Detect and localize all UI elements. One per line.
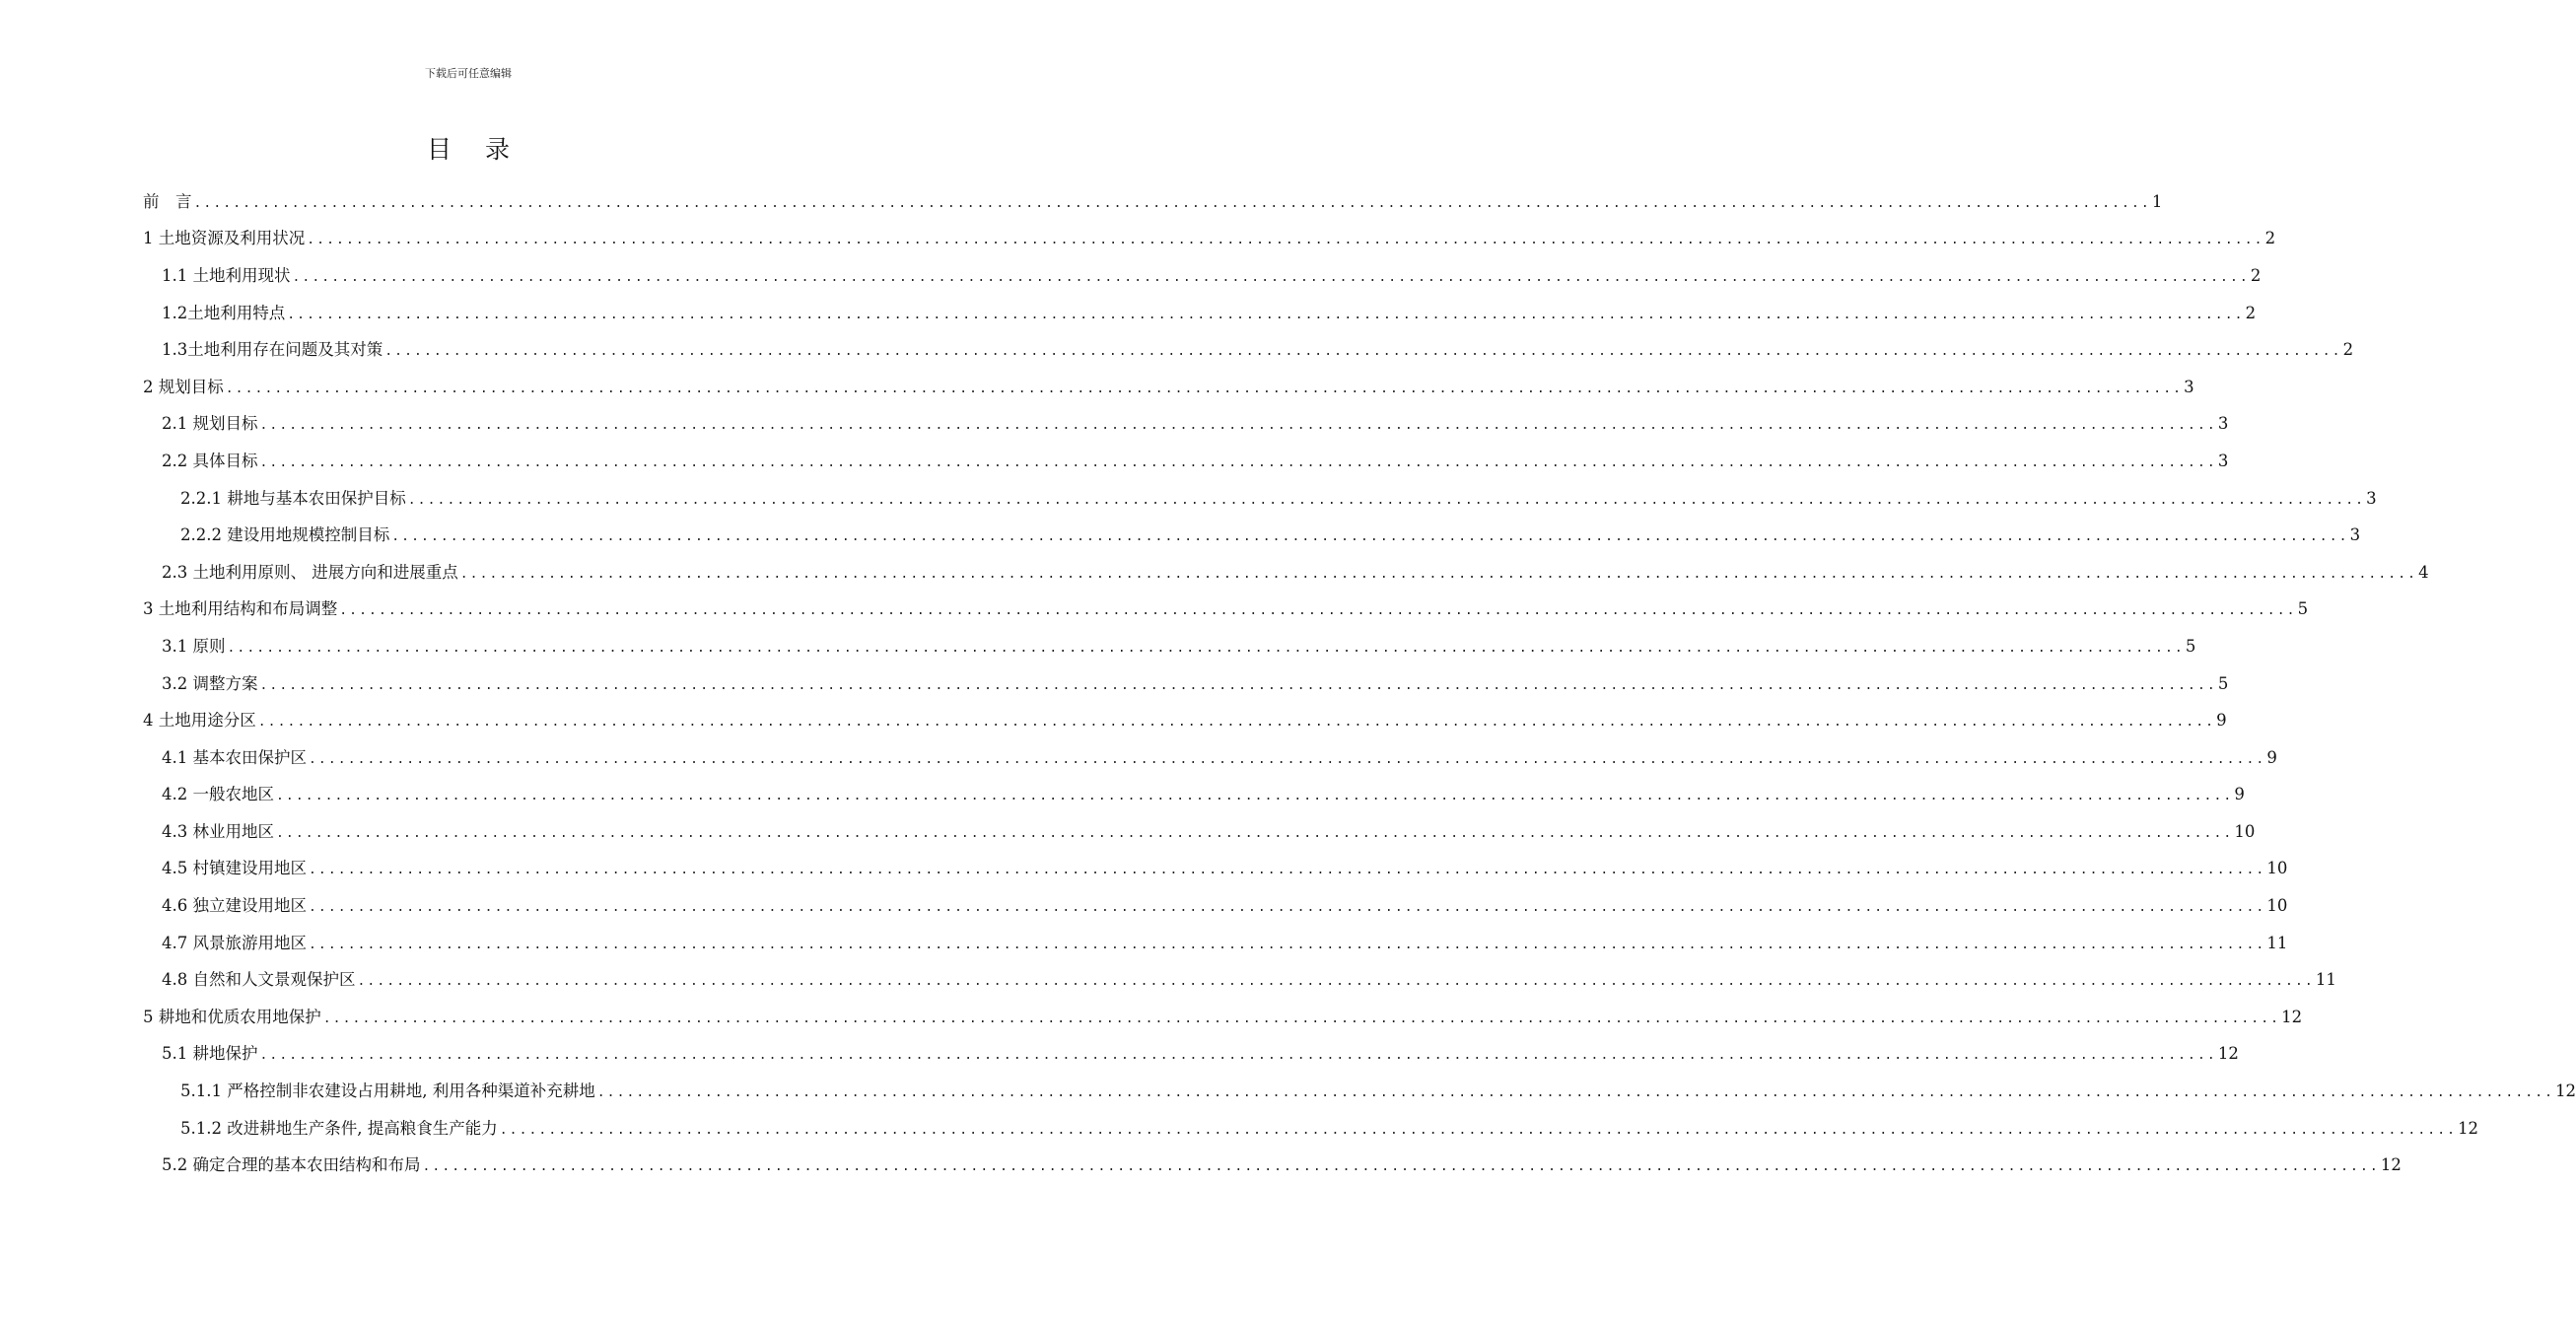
toc-entry[interactable] bbox=[143, 999, 2303, 1036]
toc-entry[interactable] bbox=[143, 628, 2196, 665]
toc-entry-label: 2.1 规划目标 bbox=[162, 414, 258, 434]
toc-page-number: 3 bbox=[2217, 414, 2229, 434]
toc-entry[interactable] bbox=[143, 295, 2257, 332]
toc-entry-label: 5.2 确定合理的基本农田结构和布局 bbox=[162, 1155, 421, 1175]
page-title: 目录 bbox=[426, 135, 543, 164]
toc-entry-label: 5.1.1 严格控制非农建设占用耕地, 利用各种渠道补充耕地 bbox=[180, 1081, 595, 1101]
toc-dot-leader: ........................................................................................................................................................................................................ bbox=[287, 307, 2245, 322]
toc-dot-leader: ........................................................................................................................................................................................................ bbox=[422, 1159, 2380, 1175]
toc-entry[interactable] bbox=[143, 961, 2336, 999]
toc-page-number: 9 bbox=[2216, 711, 2227, 731]
toc-dot-leader: ........................................................................................................................................................................................................ bbox=[227, 640, 2185, 656]
toc-page-number: 9 bbox=[2266, 747, 2277, 767]
toc-page-number: 10 bbox=[2234, 821, 2256, 841]
toc-page-number: 2 bbox=[2342, 340, 2354, 360]
toc-entry-label: 5.1.2 改进耕地生产条件, 提高粮食生产能力 bbox=[180, 1118, 498, 1138]
toc-entry-label: 3.1 原则 bbox=[162, 636, 226, 656]
toc-dot-leader: ........................................................................................................................................................................................................ bbox=[407, 492, 2366, 508]
toc-page-number: 3 bbox=[2366, 488, 2377, 508]
toc-entry[interactable] bbox=[143, 887, 2288, 925]
toc-page-number: 5 bbox=[2297, 599, 2309, 619]
toc-dot-leader: ........................................................................................................................................................................................................ bbox=[391, 529, 2349, 545]
toc-page-number: 10 bbox=[2266, 859, 2288, 878]
toc-page-number: 10 bbox=[2266, 896, 2288, 916]
toc-page-number: 5 bbox=[2217, 673, 2229, 693]
toc-entry-label: 3.2 调整方案 bbox=[162, 673, 258, 693]
toc-dot-leader: ........................................................................................................................................................................................................ bbox=[259, 454, 2217, 470]
toc-entry[interactable] bbox=[143, 406, 2229, 444]
toc-dot-leader: ........................................................................................................................................................................................................ bbox=[339, 603, 2297, 619]
toc-entry-label: 4.5 村镇建设用地区 bbox=[162, 859, 307, 878]
toc-page-number: 3 bbox=[2349, 525, 2361, 545]
toc-entry[interactable] bbox=[143, 739, 2277, 777]
toc-entry[interactable] bbox=[143, 1036, 2239, 1074]
toc-entry-label: 3 土地利用结构和布局调整 bbox=[143, 599, 338, 619]
toc-page-number: 12 bbox=[2380, 1155, 2402, 1175]
toc-page-number: 5 bbox=[2185, 636, 2196, 656]
toc-entry-label: 2.3 土地利用原则、 进展方向和进展重点 bbox=[162, 562, 458, 582]
toc-page-number: 12 bbox=[2217, 1044, 2239, 1064]
toc-dot-leader: ........................................................................................................................................................................................................ bbox=[276, 825, 2234, 841]
toc-page-number: 9 bbox=[2234, 785, 2245, 804]
toc-entry[interactable] bbox=[143, 665, 2229, 703]
toc-page-number: 1 bbox=[2151, 191, 2163, 211]
toc-entry[interactable] bbox=[143, 925, 2288, 962]
toc-dot-leader: ........................................................................................................................................................................................................ bbox=[292, 269, 2250, 285]
toc-entry-label: 1.2土地利用特点 bbox=[162, 303, 286, 322]
toc-dot-leader: ........................................................................................................................................................................................................ bbox=[309, 863, 2266, 878]
toc-dot-leader: ........................................................................................................................................................................................................ bbox=[307, 233, 2264, 248]
toc-entry-label: 5 耕地和优质农用地保护 bbox=[143, 1007, 321, 1026]
toc-entry[interactable] bbox=[143, 702, 2227, 739]
toc-entry-label: 前 言 bbox=[143, 191, 192, 211]
toc-dot-leader: ........................................................................................................................................................................................................ bbox=[459, 566, 2418, 582]
header-note: 下载后可任意编辑 bbox=[425, 67, 512, 80]
table-of-contents bbox=[143, 183, 2576, 1184]
toc-entry-label: 1 土地资源及利用状况 bbox=[143, 229, 306, 248]
toc-entry-label: 1.3土地利用存在问题及其对策 bbox=[162, 340, 383, 360]
toc-entry-label: 4.7 风景旅游用地区 bbox=[162, 933, 307, 952]
toc-dot-leader: ........................................................................................................................................................................................................ bbox=[309, 937, 2266, 952]
toc-entry[interactable] bbox=[143, 443, 2229, 480]
toc-entry-label: 4.8 自然和人文景观保护区 bbox=[162, 970, 356, 990]
toc-page-number: 2 bbox=[2250, 265, 2262, 285]
toc-page-number: 11 bbox=[2266, 933, 2288, 952]
toc-page-number: 2 bbox=[2245, 303, 2257, 322]
toc-dot-leader: ........................................................................................................................................................................................................ bbox=[309, 900, 2266, 916]
toc-page-number: 4 bbox=[2418, 562, 2429, 582]
toc-entry-label: 2.2.2 建设用地规模控制目标 bbox=[180, 525, 390, 545]
toc-dot-leader: ........................................................................................................................................................................................................ bbox=[596, 1085, 2555, 1101]
toc-page-number: 2 bbox=[2264, 229, 2276, 248]
toc-entry[interactable] bbox=[143, 554, 2429, 592]
toc-page-number: 3 bbox=[2184, 377, 2194, 396]
toc-entry[interactable] bbox=[143, 592, 2309, 629]
toc-dot-leader: ........................................................................................................................................................................................................ bbox=[357, 974, 2315, 990]
toc-dot-leader: ........................................................................................................................................................................................................ bbox=[225, 381, 2184, 396]
toc-dot-leader: ........................................................................................................................................................................................................ bbox=[276, 789, 2234, 804]
toc-page-number: 12 bbox=[2281, 1007, 2303, 1026]
toc-page-number: 3 bbox=[2217, 451, 2229, 470]
toc-entry[interactable] bbox=[143, 257, 2262, 295]
toc-dot-leader: ........................................................................................................................................................................................................ bbox=[259, 1048, 2217, 1064]
toc-entry-label: 4.6 独立建设用地区 bbox=[162, 896, 307, 916]
toc-dot-leader: ........................................................................................................................................................................................................ bbox=[257, 715, 2216, 731]
toc-page-number: 12 bbox=[2458, 1118, 2479, 1138]
toc-entry[interactable] bbox=[143, 777, 2245, 814]
toc-entry[interactable] bbox=[143, 183, 2163, 221]
toc-dot-leader: ........................................................................................................................................................................................................ bbox=[309, 751, 2266, 767]
toc-entry[interactable] bbox=[143, 1073, 2576, 1110]
toc-entry-label: 2.2.1 耕地与基本农田保护目标 bbox=[180, 488, 406, 508]
toc-entry[interactable] bbox=[143, 331, 2354, 369]
toc-entry[interactable] bbox=[143, 221, 2276, 258]
toc-entry-label: 5.1 耕地保护 bbox=[162, 1044, 258, 1064]
toc-dot-leader: ........................................................................................................................................................................................................ bbox=[259, 677, 2217, 693]
toc-entry[interactable] bbox=[143, 517, 2361, 554]
toc-entry-label: 4.1 基本农田保护区 bbox=[162, 747, 307, 767]
toc-entry-label: 4 土地用途分区 bbox=[143, 711, 256, 731]
toc-page-number: 11 bbox=[2315, 970, 2336, 990]
toc-entry[interactable] bbox=[143, 1110, 2479, 1148]
toc-dot-leader: ........................................................................................................................................................................................................ bbox=[499, 1122, 2458, 1138]
toc-entry-label: 2 规划目标 bbox=[143, 377, 224, 396]
toc-page-number: 12 bbox=[2555, 1081, 2576, 1101]
toc-dot-leader: ........................................................................................................................................................................................................ bbox=[322, 1011, 2281, 1026]
toc-entry[interactable] bbox=[143, 480, 2377, 518]
toc-entry-label: 1.1 土地利用现状 bbox=[162, 265, 291, 285]
toc-entry-label: 4.2 一般农地区 bbox=[162, 785, 274, 804]
toc-entry[interactable] bbox=[143, 369, 2194, 406]
toc-entry-label: 2.2 具体目标 bbox=[162, 451, 258, 470]
toc-entry-label: 4.3 林业用地区 bbox=[162, 821, 274, 841]
toc-entry[interactable] bbox=[143, 851, 2288, 888]
toc-entry[interactable] bbox=[143, 813, 2256, 851]
toc-dot-leader: ........................................................................................................................................................................................................ bbox=[259, 418, 2217, 434]
toc-dot-leader: ........................................................................................................................................................................................................ bbox=[193, 195, 2151, 211]
toc-dot-leader: ........................................................................................................................................................................................................ bbox=[384, 344, 2342, 360]
toc-entry[interactable] bbox=[143, 1147, 2402, 1184]
